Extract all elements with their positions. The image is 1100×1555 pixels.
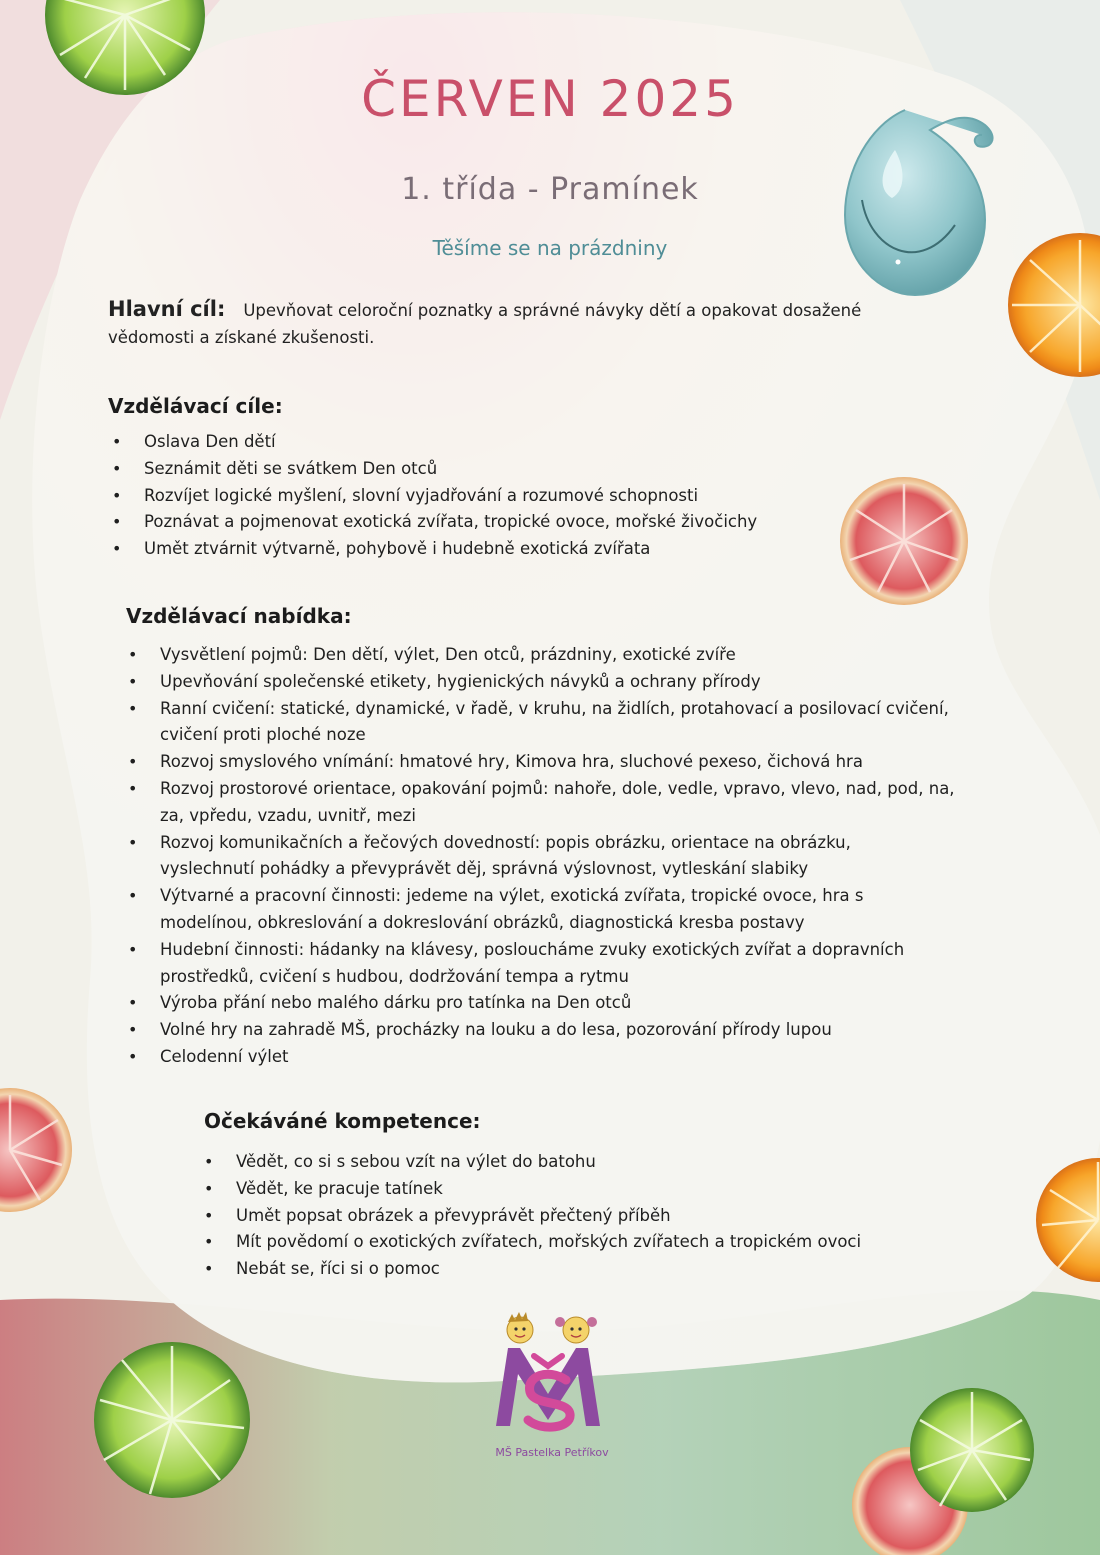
educational-goals-list: [112, 429, 872, 563]
main-goal: [108, 296, 868, 351]
list-item: • Vědět, ke pracuje tatínek: [204, 1176, 964, 1203]
list-item: • Hudební činnosti: hádanky na klávesy, posloucháme zvuky exotických zvířat a dopravních prostředků, cvičení s hudbou, dodržování tempa a rytmu: [128, 937, 1008, 991]
school-name: MŠ Pastelka Petříkov: [495, 1446, 609, 1459]
list-item: • Ranní cvičení: statické, dynamické, v řadě, v kruhu, na židlích, protahovací a posilovací cvičení, cvičení proti ploché noze: [128, 696, 1008, 750]
list-item: • Výroba přání nebo malého dárku pro tatínka na Den otců: [128, 990, 1008, 1017]
expected-competences-list: [204, 1149, 964, 1283]
list-item: • Mít povědomí o exotických zvířatech, mořských zvířatech a tropickém ovoci: [204, 1229, 964, 1256]
class-name: 1. třída - Pramínek: [401, 172, 699, 207]
page-title: ČERVEN 2025: [361, 70, 739, 128]
list-item: • Nebát se, říci si o pomoc: [204, 1256, 964, 1283]
list-item: • Oslava Den dětí: [112, 429, 872, 456]
list-item: • Poznávat a pojmenovat exotická zvířata, tropické ovoce, mořské živočichy: [112, 509, 872, 536]
educational-offer-heading: Vzdělávací nabídka:: [126, 604, 352, 628]
list-item: • Umět popsat obrázek a převyprávět přečtený příběh: [204, 1203, 964, 1230]
list-item: • Celodenní výlet: [128, 1044, 1008, 1071]
monthly-motto: Těšíme se na prázdniny: [432, 236, 668, 260]
list-item: • Seznámit děti se svátkem Den otců: [112, 456, 872, 483]
list-item: • Vědět, co si s sebou vzít na výlet do batohu: [204, 1149, 964, 1176]
main-goal-label: Hlavní cíl:: [108, 297, 226, 321]
list-item: • Výtvarné a pracovní činnosti: jedeme na výlet, exotická zvířata, tropické ovoce, hra s modelínou, obkreslování a dokreslování obrázků, diagnostická kresba postavy: [128, 883, 1008, 937]
expected-competences-heading: Očekáváné kompetence:: [204, 1109, 481, 1133]
list-item: • Rozvoj komunikačních a řečových dovedností: popis obrázku, orientace na obrázku, vyslechnutí pohádky a převyprávět děj, správná výslovnost, vytleskání slabiky: [128, 830, 1008, 884]
list-item: • Umět ztvárnit výtvarně, pohybově i hudebně exotická zvířata: [112, 536, 872, 563]
list-item: • Upevňování společenské etikety, hygienických návyků a ochrany přírody: [128, 669, 1008, 696]
educational-goals-heading: Vzdělávací cíle:: [108, 394, 283, 418]
list-item: • Rozvoj prostorové orientace, opakování pojmů: nahoře, dole, vedle, vpravo, vlevo, nad, pod, na, za, vpředu, vzadu, uvnitř, mezi: [128, 776, 1008, 830]
school-logo-icon: [478, 1308, 638, 1468]
list-item: • Volné hry na zahradě MŠ, procházky na louku a do lesa, pozorování přírody lupou: [128, 1017, 1008, 1044]
list-item: • Vysvětlení pojmů: Den dětí, výlet, Den otců, prázdniny, exotické zvíře: [128, 642, 1008, 669]
list-item: • Rozvoj smyslového vnímání: hmatové hry, Kimova hra, sluchové pexeso, čichová hra: [128, 749, 1008, 776]
educational-offer-list: [128, 642, 1008, 1071]
main-goal-text: Upevňovat celoroční poznatky a správné návyky dětí a opakovat dosažené vědomosti a získané zkušenosti.: [108, 301, 862, 347]
list-item: • Rozvíjet logické myšlení, slovní vyjadřování a rozumové schopnosti: [112, 483, 872, 510]
